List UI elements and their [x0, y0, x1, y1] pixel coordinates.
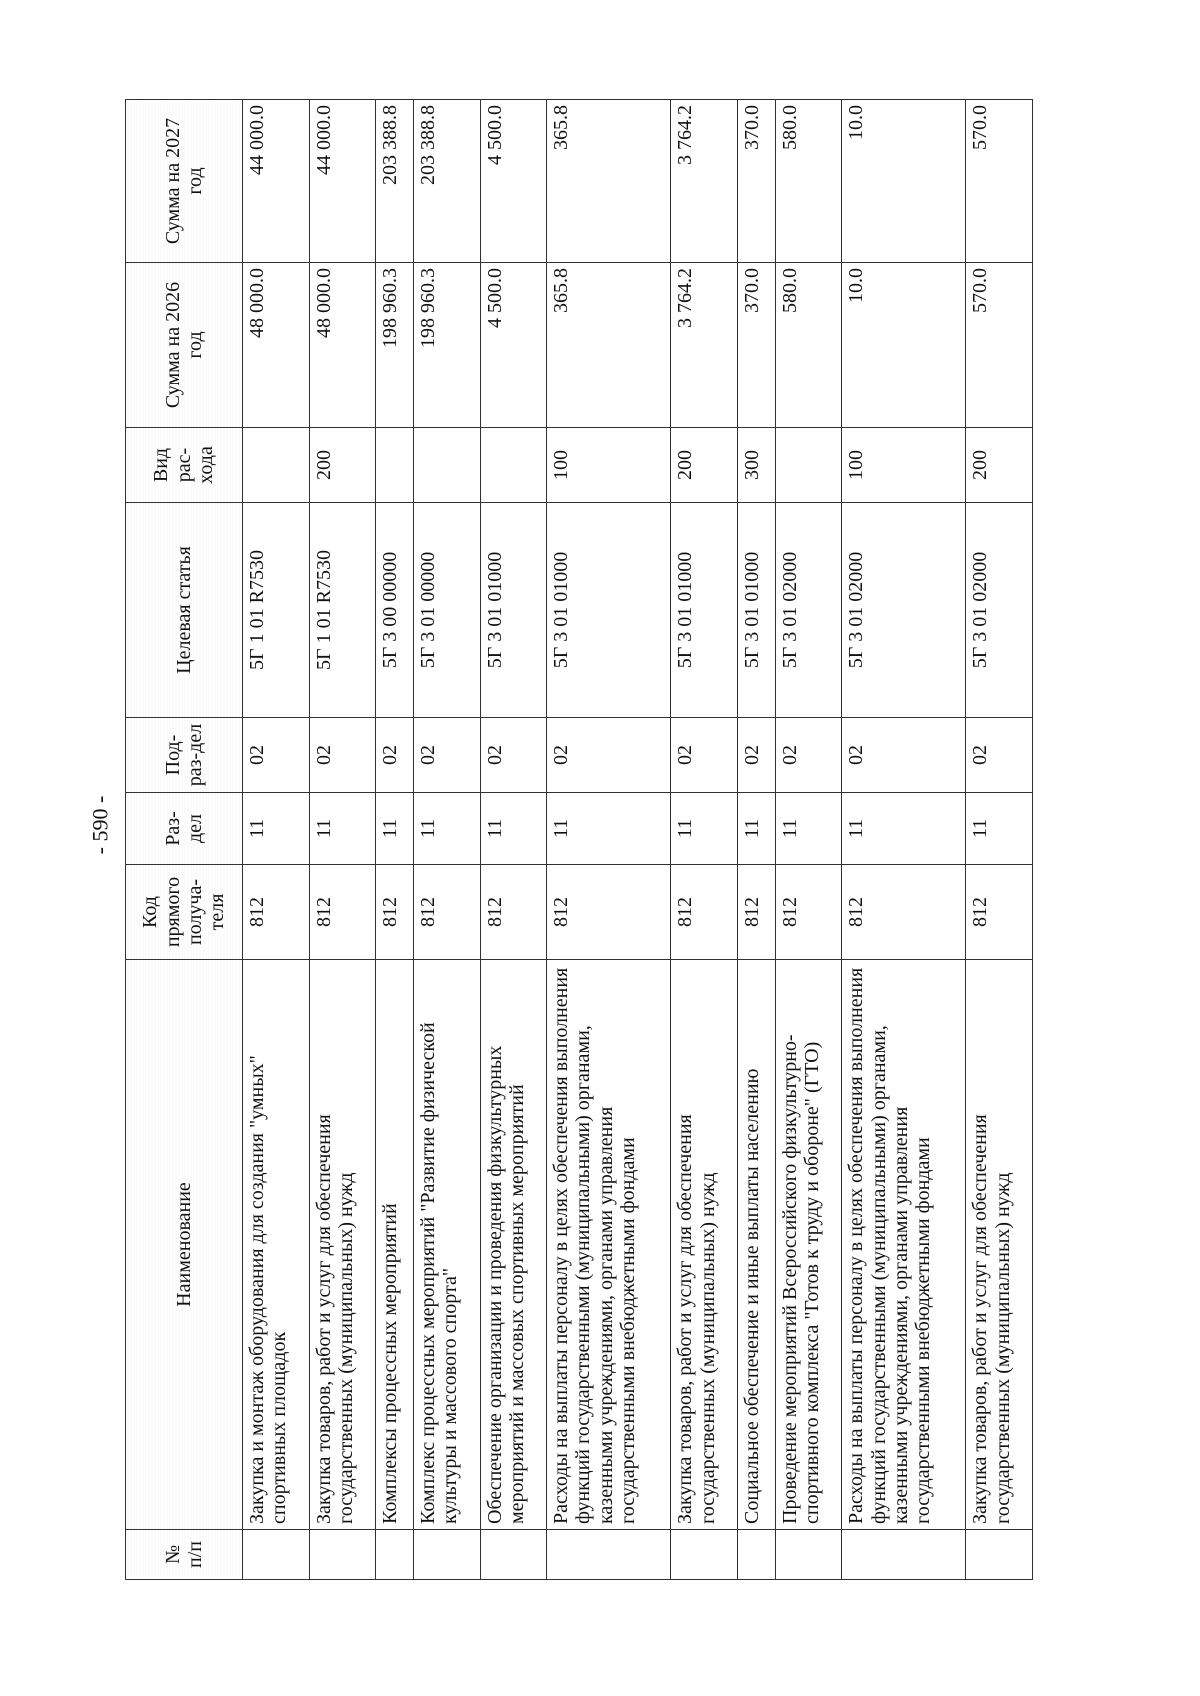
cell-recipient: 812: [775, 865, 842, 960]
cell-recipient: 812: [547, 865, 671, 960]
header-subsection: Под-раз-дел: [126, 718, 243, 793]
cell-sum-2027: 3 764.2: [671, 100, 738, 263]
cell-num: [480, 1530, 547, 1580]
cell-num: [671, 1530, 738, 1580]
cell-section: 11: [309, 793, 376, 865]
header-recipient: Код прямого получа-теля: [126, 865, 243, 960]
cell-num: [547, 1530, 671, 1580]
header-name: Наименование: [126, 960, 243, 1530]
cell-expense-type: [243, 428, 310, 503]
header-sum-2026: Сумма на 2026 год: [126, 263, 243, 428]
cell-num: [413, 1530, 480, 1580]
cell-expense-type: 300: [737, 428, 775, 503]
cell-section: 11: [547, 793, 671, 865]
cell-recipient: 812: [413, 865, 480, 960]
cell-section: 11: [413, 793, 480, 865]
cell-sum-2026: 198 960.3: [376, 263, 414, 428]
table-header-row: [126, 100, 243, 1580]
cell-sum-2027: 570.0: [966, 100, 1033, 263]
cell-sum-2026: 10.0: [842, 263, 966, 428]
cell-name: Расходы на выплаты персоналу в целях обеспечения выполнения функций государственными (муниципальными) органами, казенными учреждениями, органами управления государственными внебюджетными фондами: [842, 960, 966, 1530]
cell-recipient: 812: [842, 865, 966, 960]
rotated-table-container: [125, 100, 1033, 1580]
cell-subsection: 02: [413, 718, 480, 793]
cell-expense-type: [376, 428, 414, 503]
cell-target: 5Г 3 01 02000: [775, 503, 842, 718]
cell-num: [376, 1530, 414, 1580]
cell-section: 11: [737, 793, 775, 865]
table-row: [376, 100, 414, 1580]
header-target: Целевая статья: [126, 503, 243, 718]
table-row: [671, 100, 738, 1580]
cell-sum-2027: 365.8: [547, 100, 671, 263]
cell-target: 5Г 3 01 02000: [842, 503, 966, 718]
cell-name: Закупка товаров, работ и услуг для обеспечения государственных (муниципальных) нужд: [309, 960, 376, 1530]
cell-recipient: 812: [309, 865, 376, 960]
cell-name: Расходы на выплаты персоналу в целях обеспечения выполнения функций государственными (муниципальными) органами, казенными учреждениями, органами управления государственными внебюджетными фондами: [547, 960, 671, 1530]
cell-name: Проведение мероприятий Всероссийского физкультурно-спортивного комплекса "Готов к труду и обороне" (ГТО): [775, 960, 842, 1530]
cell-expense-type: 200: [309, 428, 376, 503]
cell-expense-type: 100: [547, 428, 671, 503]
cell-target: 5Г 1 01 R7530: [243, 503, 310, 718]
cell-subsection: 02: [480, 718, 547, 793]
cell-num: [309, 1530, 376, 1580]
cell-expense-type: [480, 428, 547, 503]
cell-target: 5Г 3 01 00000: [413, 503, 480, 718]
cell-section: 11: [376, 793, 414, 865]
table-row: [243, 100, 310, 1580]
header-expense-type: Вид рас-хода: [126, 428, 243, 503]
cell-expense-type: 100: [842, 428, 966, 503]
cell-num: [966, 1530, 1033, 1580]
cell-name: Обеспечение организации и проведения физкультурных мероприятий и массовых спортивных мероприятий: [480, 960, 547, 1530]
cell-sum-2026: 48 000.0: [243, 263, 310, 428]
cell-section: 11: [243, 793, 310, 865]
page-number-text: - 590 -: [87, 795, 112, 855]
cell-recipient: 812: [966, 865, 1033, 960]
table-row: [775, 100, 842, 1580]
cell-sum-2026: 198 960.3: [413, 263, 480, 428]
cell-expense-type: 200: [966, 428, 1033, 503]
cell-subsection: 02: [547, 718, 671, 793]
cell-subsection: 02: [775, 718, 842, 793]
cell-sum-2027: 44 000.0: [243, 100, 310, 263]
cell-section: 11: [480, 793, 547, 865]
cell-sum-2027: 10.0: [842, 100, 966, 263]
cell-sum-2026: 4 500.0: [480, 263, 547, 428]
cell-num: [737, 1530, 775, 1580]
cell-sum-2026: 570.0: [966, 263, 1033, 428]
cell-name: Социальное обеспечение и иные выплаты населению: [737, 960, 775, 1530]
table-row: [480, 100, 547, 1580]
cell-target: 5Г 3 01 01000: [671, 503, 738, 718]
cell-section: 11: [671, 793, 738, 865]
cell-sum-2027: 580.0: [775, 100, 842, 263]
cell-target: 5Г 1 01 R7530: [309, 503, 376, 718]
cell-name: Закупка и монтаж оборудования для создания "умных" спортивных площадок: [243, 960, 310, 1530]
cell-sum-2027: 203 388.8: [413, 100, 480, 263]
cell-recipient: 812: [480, 865, 547, 960]
cell-name: Закупка товаров, работ и услуг для обеспечения государственных (муниципальных) нужд: [966, 960, 1033, 1530]
cell-sum-2027: 203 388.8: [376, 100, 414, 263]
cell-sum-2026: 48 000.0: [309, 263, 376, 428]
cell-subsection: 02: [966, 718, 1033, 793]
table-row: [842, 100, 966, 1580]
cell-target: 5Г 3 01 01000: [737, 503, 775, 718]
budget-table: [125, 99, 1033, 1580]
cell-sum-2026: 365.8: [547, 263, 671, 428]
table-row: [309, 100, 376, 1580]
cell-sum-2026: 580.0: [775, 263, 842, 428]
cell-sum-2027: 4 500.0: [480, 100, 547, 263]
table-row: [966, 100, 1033, 1580]
table-row: [737, 100, 775, 1580]
table-row: [413, 100, 480, 1580]
cell-subsection: 02: [737, 718, 775, 793]
cell-sum-2026: 370.0: [737, 263, 775, 428]
cell-subsection: 02: [376, 718, 414, 793]
cell-target: 5Г 3 01 02000: [966, 503, 1033, 718]
cell-subsection: 02: [243, 718, 310, 793]
cell-num: [243, 1530, 310, 1580]
cell-subsection: 02: [842, 718, 966, 793]
cell-num: [842, 1530, 966, 1580]
cell-expense-type: [775, 428, 842, 503]
cell-name: Комплексы процессных мероприятий: [376, 960, 414, 1530]
cell-target: 5Г 3 01 01000: [547, 503, 671, 718]
cell-section: 11: [842, 793, 966, 865]
cell-expense-type: [413, 428, 480, 503]
cell-target: 5Г 3 00 00000: [376, 503, 414, 718]
header-section: Раз-дел: [126, 793, 243, 865]
cell-name: Комплекс процессных мероприятий "Развитие физической культуры и массового спорта": [413, 960, 480, 1530]
cell-section: 11: [966, 793, 1033, 865]
header-num: № п/п: [126, 1530, 243, 1580]
header-sum-2027: Сумма на 2027 год: [126, 100, 243, 263]
cell-recipient: 812: [671, 865, 738, 960]
cell-sum-2026: 3 764.2: [671, 263, 738, 428]
cell-recipient: 812: [737, 865, 775, 960]
cell-sum-2027: 44 000.0: [309, 100, 376, 263]
cell-recipient: 812: [376, 865, 414, 960]
cell-subsection: 02: [671, 718, 738, 793]
cell-num: [775, 1530, 842, 1580]
cell-expense-type: 200: [671, 428, 738, 503]
cell-subsection: 02: [309, 718, 376, 793]
cell-target: 5Г 3 01 01000: [480, 503, 547, 718]
cell-section: 11: [775, 793, 842, 865]
page-number: [88, 795, 112, 855]
cell-name: Закупка товаров, работ и услуг для обеспечения государственных (муниципальных) нужд: [671, 960, 738, 1530]
cell-sum-2027: 370.0: [737, 100, 775, 263]
table-row: [547, 100, 671, 1580]
cell-recipient: 812: [243, 865, 310, 960]
